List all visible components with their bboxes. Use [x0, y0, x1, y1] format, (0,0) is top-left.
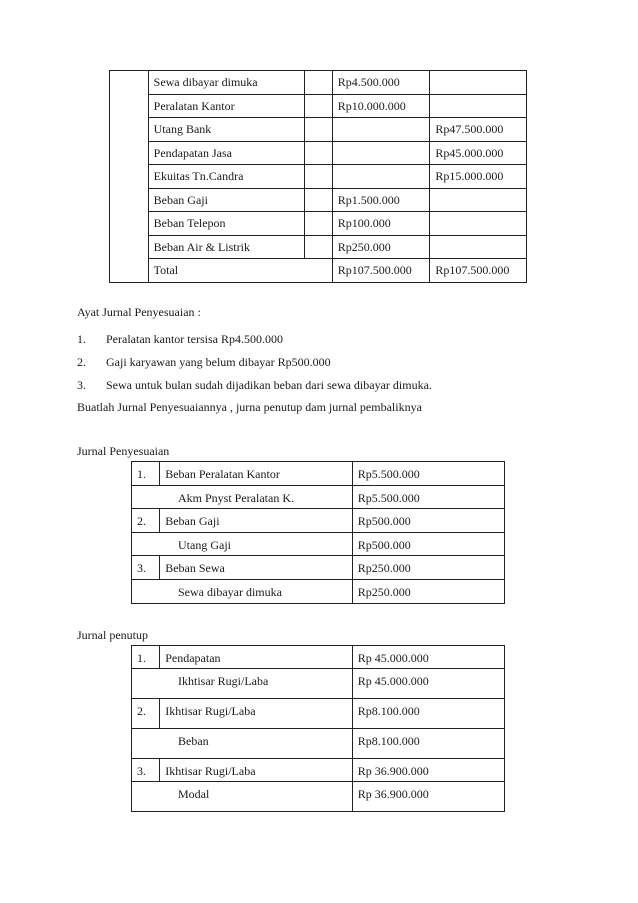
- debit-account-cell: Ikhtisar Rugi/Laba: [160, 699, 353, 729]
- table-row: [110, 71, 527, 95]
- spacer-cell: [305, 165, 332, 189]
- entry-number-cell: 1.: [132, 462, 160, 486]
- table-row: [132, 509, 505, 533]
- table-row: [110, 188, 527, 212]
- amount-cell: Rp500.000: [352, 532, 504, 556]
- account-cell: Beban Air & Listrik: [148, 235, 305, 259]
- total-debit-cell: Rp107.500.000: [332, 259, 430, 283]
- spacer-cell: [305, 118, 332, 142]
- spacer-cell: [305, 71, 332, 95]
- amount-cell: Rp 45.000.000: [352, 646, 504, 669]
- table-row: [132, 782, 505, 812]
- table-row: [110, 94, 527, 118]
- debit-cell: Rp10.000.000: [332, 94, 430, 118]
- table-row: [110, 235, 527, 259]
- instruction-text: Buatlah Jurnal Penyesuaiannya , jurna penutup dam jurnal pembaliknya: [77, 400, 422, 414]
- amount-cell: Rp 36.900.000: [352, 782, 504, 812]
- amount-cell: Rp5.500.000: [352, 462, 504, 486]
- account-cell: Ekuitas Tn.Candra: [148, 165, 305, 189]
- account-cell: Beban Gaji: [148, 188, 305, 212]
- table-row: [110, 165, 527, 189]
- account-cell: Peralatan Kantor: [148, 94, 305, 118]
- adjustment-number: 3.: [77, 378, 86, 392]
- account-cell: Pendapatan Jasa: [148, 141, 305, 165]
- credit-cell: Rp45.000.000: [430, 141, 527, 165]
- debit-account-cell: Ikhtisar Rugi/Laba: [160, 759, 353, 782]
- amount-cell: Rp250.000: [352, 579, 504, 603]
- spacer-cell: [305, 141, 332, 165]
- table-row: [132, 462, 505, 486]
- credit-cell: Rp47.500.000: [430, 118, 527, 142]
- credit-cell: [430, 188, 527, 212]
- debit-cell: [332, 165, 430, 189]
- amount-cell: Rp250.000: [352, 556, 504, 580]
- debit-cell: Rp250.000: [332, 235, 430, 259]
- closing-journal-table: [131, 645, 505, 812]
- credit-account-cell: Akm Pnyst Peralatan K.: [132, 485, 353, 509]
- adjustment-number: 1.: [77, 332, 86, 346]
- credit-account-cell: Modal: [132, 782, 353, 812]
- adjustment-number: 2.: [77, 355, 86, 369]
- account-cell: Beban Telepon: [148, 212, 305, 236]
- debit-cell: Rp100.000: [332, 212, 430, 236]
- debit-account-cell: Beban Peralatan Kantor: [160, 462, 353, 486]
- table-row: [132, 556, 505, 580]
- adjustment-item: Gaji karyawan yang belum dibayar Rp500.000: [106, 355, 331, 369]
- credit-account-cell: Ikhtisar Rugi/Laba: [132, 669, 353, 699]
- table-row: [110, 212, 527, 236]
- credit-cell: [430, 212, 527, 236]
- amount-cell: Rp8.100.000: [352, 699, 504, 729]
- table-row: [132, 485, 505, 509]
- amount-cell: Rp 45.000.000: [352, 669, 504, 699]
- entry-number-cell: 2.: [132, 699, 160, 729]
- entry-number-cell: 2.: [132, 509, 160, 533]
- trial-balance-table: [109, 70, 527, 283]
- adjusting-journal-heading: Jurnal Penyesuaian: [77, 444, 170, 458]
- total-credit-cell: Rp107.500.000: [430, 259, 527, 283]
- amount-cell: Rp500.000: [352, 509, 504, 533]
- account-cell: Utang Bank: [148, 118, 305, 142]
- credit-cell: Rp15.000.000: [430, 165, 527, 189]
- debit-account-cell: Beban Sewa: [160, 556, 353, 580]
- amount-cell: Rp 36.900.000: [352, 759, 504, 782]
- credit-account-cell: Beban: [132, 729, 353, 759]
- debit-account-cell: Beban Gaji: [160, 509, 353, 533]
- table-row: [132, 669, 505, 699]
- debit-cell: [332, 141, 430, 165]
- credit-cell: [430, 71, 527, 95]
- blank-column-cell: [110, 71, 149, 283]
- total-row: [110, 259, 527, 283]
- amount-cell: Rp8.100.000: [352, 729, 504, 759]
- table-row: [132, 699, 505, 729]
- credit-cell: [430, 235, 527, 259]
- table-row: [132, 646, 505, 669]
- entry-number-cell: 3.: [132, 556, 160, 580]
- entry-number-cell: 3.: [132, 759, 160, 782]
- adjustment-item: Sewa untuk bulan sudah dijadikan beban dari sewa dibayar dimuka.: [106, 378, 432, 392]
- table-row: [132, 532, 505, 556]
- closing-journal-heading: Jurnal penutup: [77, 628, 148, 642]
- spacer-cell: [305, 212, 332, 236]
- debit-account-cell: Pendapatan: [160, 646, 353, 669]
- credit-cell: [430, 94, 527, 118]
- total-label-cell: Total: [148, 259, 332, 283]
- spacer-cell: [305, 188, 332, 212]
- table-row: [132, 729, 505, 759]
- entry-number-cell: 1.: [132, 646, 160, 669]
- table-row: [110, 141, 527, 165]
- adjusting-journal-table: [131, 461, 505, 604]
- table-row: [132, 759, 505, 782]
- spacer-cell: [305, 94, 332, 118]
- debit-cell: Rp4.500.000: [332, 71, 430, 95]
- credit-account-cell: Utang Gaji: [132, 532, 353, 556]
- table-row: [132, 579, 505, 603]
- debit-cell: [332, 118, 430, 142]
- amount-cell: Rp5.500.000: [352, 485, 504, 509]
- adjustment-item: Peralatan kantor tersisa Rp4.500.000: [106, 332, 283, 346]
- adjustments-heading: Ayat Jurnal Penyesuaian :: [77, 305, 201, 319]
- spacer-cell: [305, 235, 332, 259]
- credit-account-cell: Sewa dibayar dimuka: [132, 579, 353, 603]
- account-cell: Sewa dibayar dimuka: [148, 71, 305, 95]
- debit-cell: Rp1.500.000: [332, 188, 430, 212]
- table-row: [110, 118, 527, 142]
